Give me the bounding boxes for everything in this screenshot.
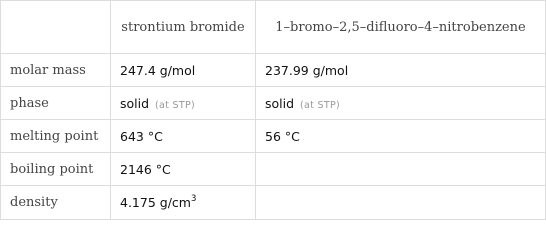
table-row-boiling-point [1, 153, 546, 186]
value: 237.99 [265, 62, 309, 78]
row-label-molar-mass: molar mass [1, 54, 111, 87]
cell-density-nitrobenzene [256, 186, 546, 220]
unit-superscript: 3 [190, 194, 197, 204]
corner-cell [1, 1, 111, 54]
cell-phase-strontium-bromide [111, 87, 256, 120]
value: 643 [120, 128, 144, 144]
unit: °C [155, 161, 171, 177]
cell-boiling-point-strontium-bromide [111, 153, 256, 186]
cell-phase-nitrobenzene [256, 87, 546, 120]
cell-boiling-point-nitrobenzene [256, 153, 546, 186]
row-label-phase: phase [1, 87, 111, 120]
column-header-strontium-bromide: strontium bromide [111, 1, 256, 54]
value: 247.4 [120, 62, 156, 78]
row-label-melting-point: melting point [1, 120, 111, 153]
cell-melting-point-strontium-bromide [111, 120, 256, 153]
column-header-bromo-difluoro-nitrobenzene: 1–bromo–2,5–difluoro–4–nitrobenzene [256, 1, 546, 54]
unit: °C [147, 128, 163, 144]
value: solid [265, 95, 295, 111]
unit: g/mol [312, 62, 349, 78]
header-row [1, 1, 546, 54]
unit: g/mol [159, 62, 196, 78]
value: 2146 [120, 161, 152, 177]
unit: g/cm [159, 195, 191, 210]
table-row-melting-point [1, 120, 546, 153]
unit: °C [284, 128, 300, 144]
value: solid [120, 95, 150, 111]
cell-melting-point-nitrobenzene [256, 120, 546, 153]
table-row-phase [1, 87, 546, 120]
table-row-molar-mass [1, 54, 546, 87]
value: 56 [265, 128, 281, 144]
value: 4.175 [120, 195, 156, 210]
table-row-density [1, 186, 546, 220]
qualifier: (at STP) [300, 99, 340, 111]
qualifier: (at STP) [155, 99, 195, 111]
row-label-boiling-point: boiling point [1, 153, 111, 186]
cell-molar-mass-nitrobenzene [256, 54, 546, 87]
cell-molar-mass-strontium-bromide [111, 54, 256, 87]
cell-density-strontium-bromide [111, 186, 256, 220]
row-label-density: density [1, 186, 111, 220]
